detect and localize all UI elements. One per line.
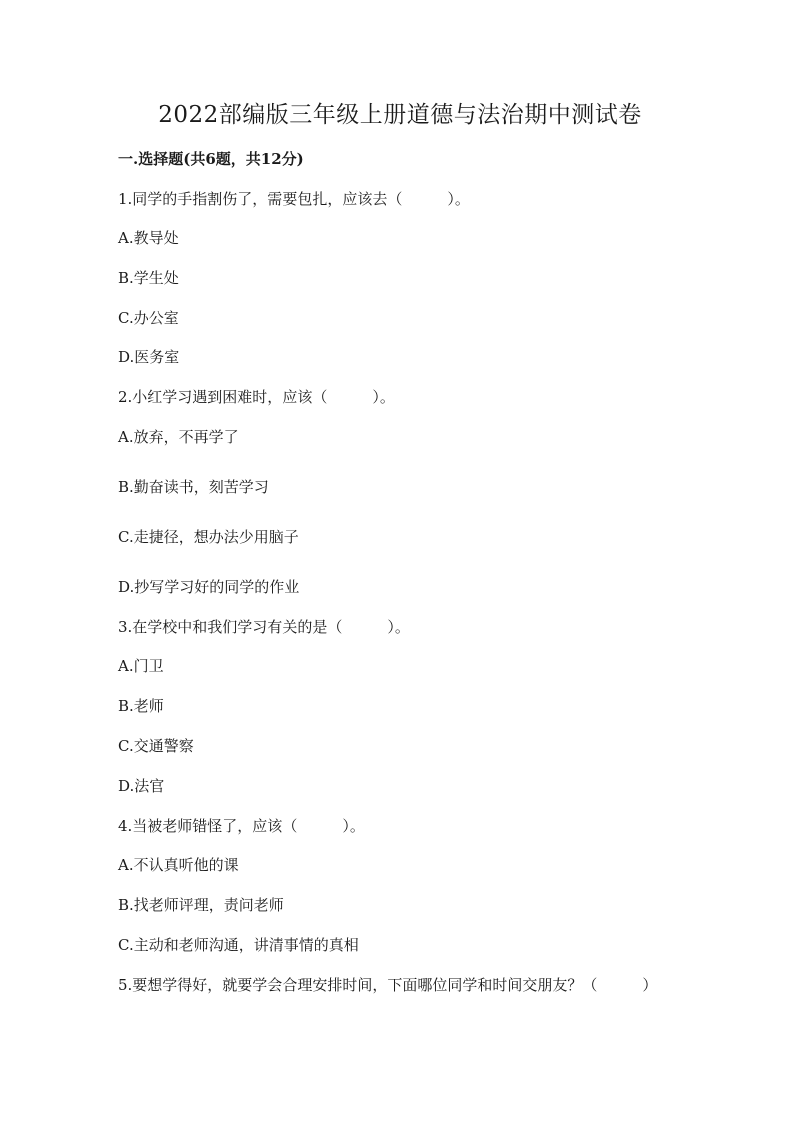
question-3-option-d: D.法官 [118, 777, 165, 795]
question-3-option-b: B.老师 [118, 697, 164, 715]
question-2-option-a: A.放弃，不再学了 [118, 428, 239, 446]
question-3-option-c: C.交通警察 [118, 737, 194, 755]
question-1-option-a: A.教导处 [118, 229, 179, 247]
section-heading: 一.选择题(共6题，共12分) [118, 150, 304, 168]
question-1-option-d: D.医务室 [118, 348, 180, 366]
question-2-option-d: D.抄写学习好的同学的作业 [118, 578, 300, 596]
page-title: 2022部编版三年级上册道德与法治期中测试卷 [158, 102, 642, 128]
question-4-option-b: B.找老师评理，责问老师 [118, 896, 284, 914]
question-4-option-a: A.不认真听他的课 [118, 856, 239, 874]
question-2-option-b: B.勤奋读书，刻苦学习 [118, 478, 269, 496]
question-4-option-c: C.主动和老师沟通，讲清事情的真相 [118, 936, 359, 954]
question-2-stem: 2.小红学习遇到困难时，应该（ ）。 [118, 388, 395, 406]
question-3-stem: 3.在学校中和我们学习有关的是（ ）。 [118, 618, 410, 636]
question-1-option-b: B.学生处 [118, 269, 179, 287]
question-1-stem: 1.同学的手指割伤了，需要包扎，应该去（ ）。 [118, 190, 470, 208]
question-2-option-c: C.走捷径，想办法少用脑子 [118, 528, 299, 546]
question-1-option-c: C.办公室 [118, 309, 179, 327]
question-5-stem: 5.要想学得好，就要学会合理安排时间，下面哪位同学和时间交朋友？（ ） [118, 976, 658, 994]
question-4-stem: 4.当被老师错怪了，应该（ ）。 [118, 817, 365, 835]
question-3-option-a: A.门卫 [118, 657, 164, 675]
